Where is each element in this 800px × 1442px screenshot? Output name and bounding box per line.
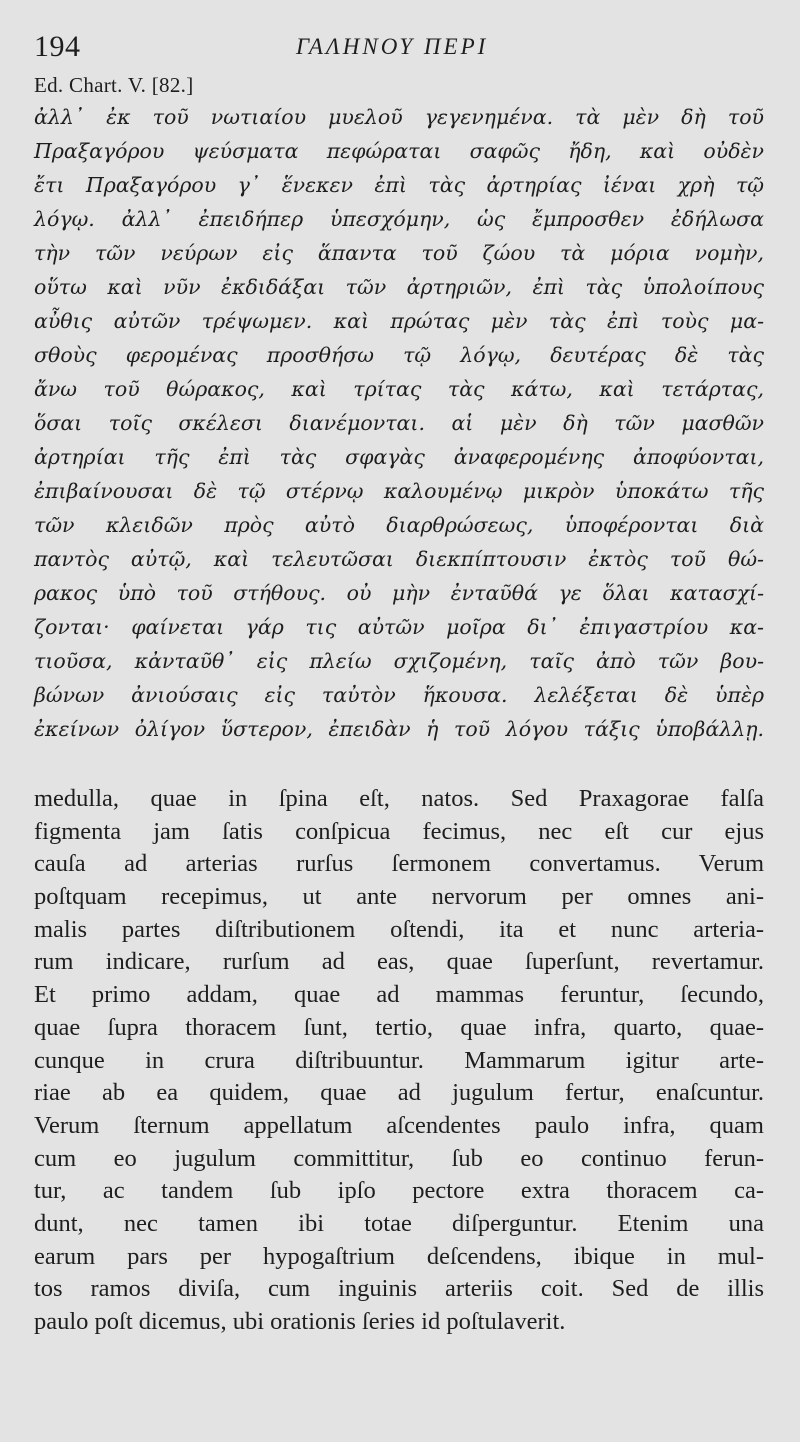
edition-reference: Ed. Chart. V. [82.] <box>34 73 194 97</box>
latin-line: poſtquam recepimus, ut ante nervorum per omnes ani- <box>34 883 764 911</box>
greek-line: ἄνω τοῦ θώρακος, καὶ τρίτας τὰς κάτω, καὶ τετάρτας, <box>34 377 764 401</box>
latin-line: malis partes diſtributionem oſtendi, ita et nunc arteria- <box>34 915 764 943</box>
latin-line: tur, ac tandem ſub ipſo pectore extra thoracem ca- <box>34 1177 764 1205</box>
latin-line: cauſa ad arterias rurſus ſermonem convertamus. Verum <box>34 850 764 878</box>
greek-line: λόγῳ. ἀλλ᾽ ἐπειδήπερ ὑπεσχόμην, ὡς ἔμπροσθεν ἐδήλωσα <box>34 207 764 231</box>
greek-line: ὅσαι τοῖς σκέλεσι διανέμονται. αἱ μὲν δὴ τῶν μασθῶν <box>34 411 764 435</box>
greek-line: ἀλλ᾽ ἐκ τοῦ νωτιαίου μυελοῦ γεγενημένα. τὰ μὲν δὴ τοῦ <box>34 105 764 129</box>
greek-line: ἀρτηρίαι τῆς ἐπὶ τὰς σφαγὰς ἀναφερομένης ἀποφύονται, <box>34 445 764 469</box>
greek-line: τιοῦσα, κἀνταῦθ᾽ εἰς πλείω σχιζομένη, ταῖς ἀπὸ τῶν βου- <box>34 649 764 673</box>
latin-line: tos ramos diviſa, cum inguinis arteriis coit. Sed de illis <box>34 1275 764 1303</box>
latin-line: paulo poſt dicemus, ubi orationis ſeries id poſtulaverit. <box>34 1308 566 1335</box>
greek-line: τὴν τῶν νεύρων εἰς ἅπαντα τοῦ ζώου τὰ μόρια νομὴν, <box>34 241 764 265</box>
greek-line: σθοὺς φερομένας προσθήσω τῷ λόγῳ, δευτέρας δὲ τὰς <box>34 343 764 367</box>
page-number: 194 <box>34 30 81 63</box>
greek-line: ἐπιβαίνουσαι δὲ τῷ στέρνῳ καλουμένῳ μικρὸν ὑποκάτω τῆς <box>34 479 764 503</box>
greek-line: ἔτι Πραξαγόρου γ᾽ ἕνεκεν ἐπὶ τὰς ἀρτηρίας ἰέναι χρὴ τῷ <box>34 173 764 197</box>
page-header <box>34 30 764 66</box>
latin-line: riae ab ea quidem, quae ad jugulum fertur, enaſcuntur. <box>34 1079 764 1107</box>
latin-line: figmenta jam ſatis conſpicua fecimus, nec eſt cur ejus <box>34 817 764 845</box>
greek-line: τῶν κλειδῶν πρὸς αὐτὸ διαρθρώσεως, ὑποφέρονται διὰ <box>34 513 764 537</box>
greek-line: παντὸς αὐτῷ, καὶ τελευτῶσαι διεκπίπτουσιν ἐκτὸς τοῦ θώ- <box>34 547 764 571</box>
latin-line: cum eo jugulum committitur, ſub eo continuo ferun- <box>34 1144 764 1172</box>
greek-line: ρακος ὑπὸ τοῦ στήθους. οὐ μὴν ἐνταῦθά γε ὅλαι κατασχί- <box>34 581 764 605</box>
latin-line: dunt, nec tamen ibi totae diſperguntur. Etenim una <box>34 1209 764 1237</box>
latin-line: cunque in crura diſtribuuntur. Mammarum igitur arte- <box>34 1046 764 1074</box>
greek-line: βώνων ἀνιούσαις εἰς ταὐτὸν ἥκουσα. λελέξεται δὲ ὑπὲρ <box>34 683 764 707</box>
greek-line: αὖθις αὐτῶν τρέψωμεν. καὶ πρώτας μὲν τὰς ἐπὶ τοὺς μα- <box>34 309 764 333</box>
greek-text-block <box>34 100 764 746</box>
greek-line: οὕτω καὶ νῦν ἐκδιδάξαι τῶν ἀρτηριῶν, ἐπὶ τὰς ὑπολοίπους <box>34 275 764 299</box>
latin-line: medulla, quae in ſpina eſt, natos. Sed Praxagorae falſa <box>34 785 764 812</box>
latin-line: quae ſupra thoracem ſunt, tertio, quae infra, quarto, quae- <box>34 1013 764 1041</box>
greek-line: ἐκείνων ὀλίγον ὕστερον, ἐπειδὰν ἡ τοῦ λόγου τάξις ὑποβάλλῃ. <box>34 717 764 741</box>
latin-line: Et primo addam, quae ad mammas feruntur, ſecundo, <box>34 981 764 1009</box>
latin-line: rum indicare, rurſum ad eas, quae ſuperſunt, revertamur. <box>34 948 764 976</box>
latin-text-block <box>34 783 764 1339</box>
greek-line: ζονται· φαίνεται γάρ τις αὐτῶν μοῖρα δι᾽ ἐπιγαστρίου κα- <box>34 615 764 639</box>
running-title: ΓΑΛΗΝΟΥ ΠΕΡΙ <box>296 34 489 59</box>
greek-line: Πραξαγόρου ψεύσματα πεφώραται σαφῶς ἤδη, καὶ οὐδὲν <box>34 139 764 163</box>
latin-line: earum pars per hypogaſtrium deſcendens, ibique in mul- <box>34 1242 764 1270</box>
latin-line: Verum ſternum appellatum aſcendentes paulo infra, quam <box>34 1111 764 1139</box>
